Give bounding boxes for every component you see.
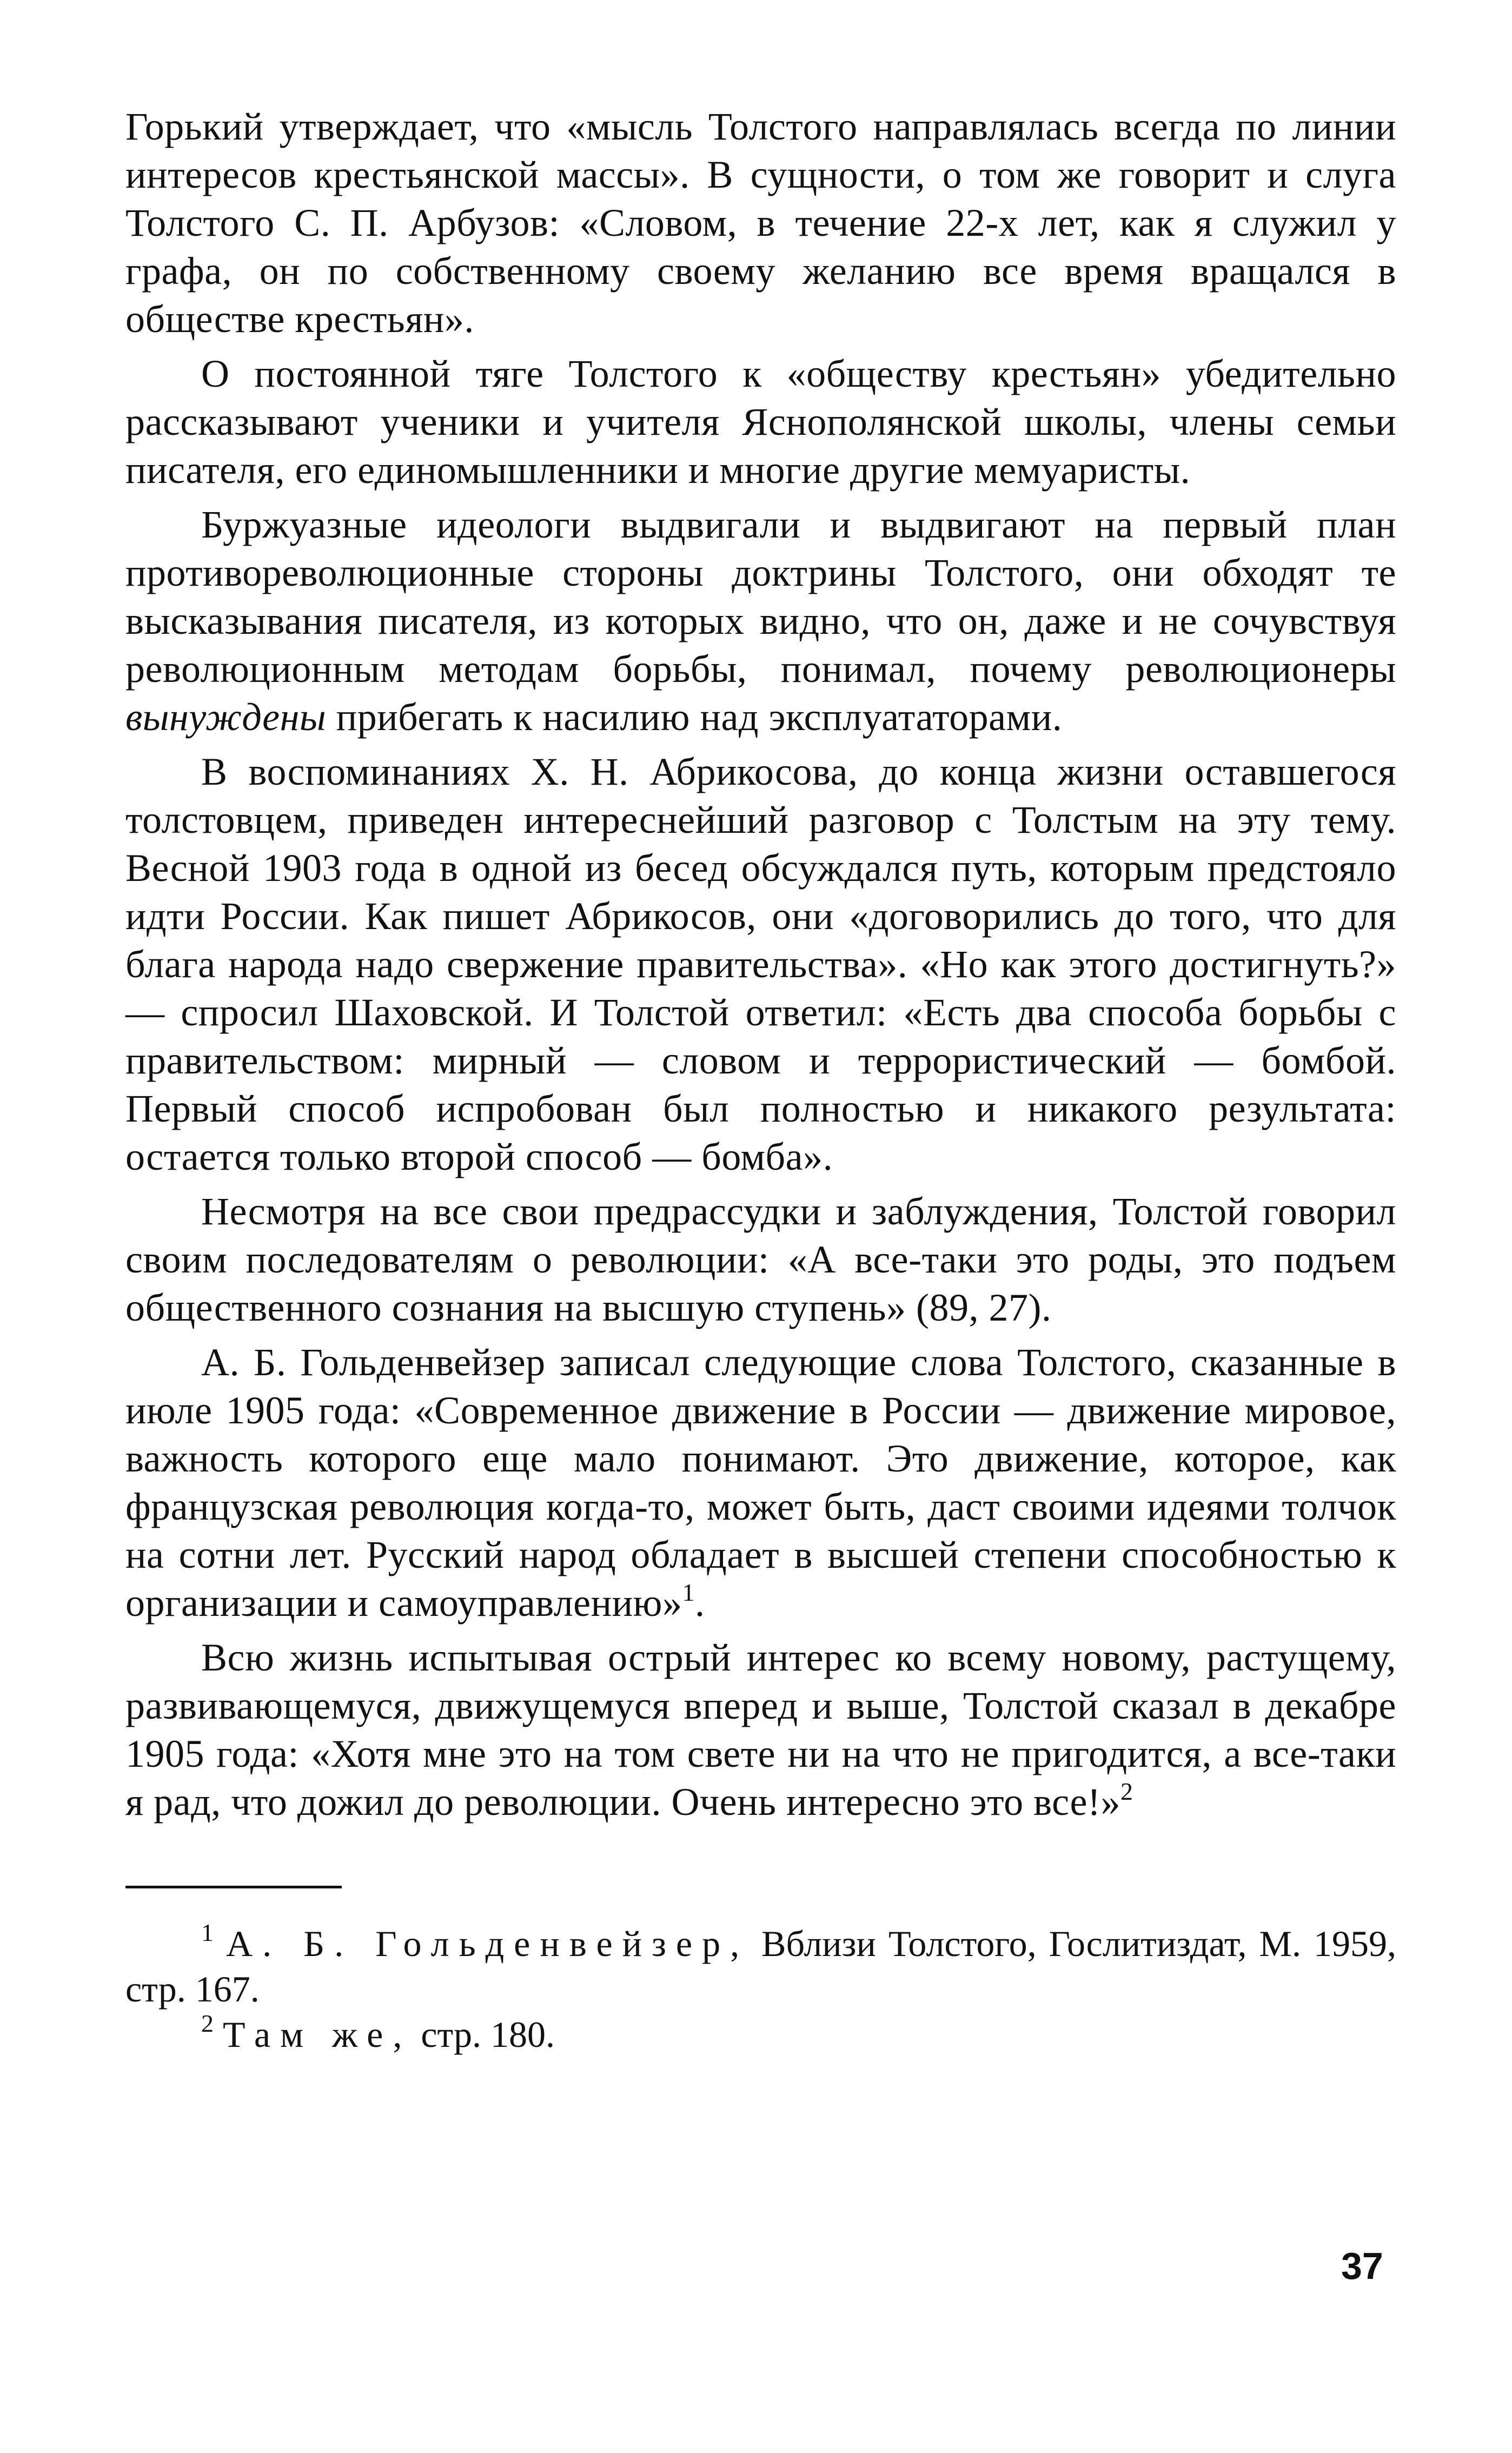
footnote-2-ibid: Там же,: [223, 2014, 412, 2055]
footnote-1-source: Вблизи Толстого, Гослитиздат, М. 1959, стр. 167.: [125, 1923, 1396, 2010]
footnote-1: [125, 1921, 1396, 2012]
paragraph-6-tail: .: [694, 1581, 705, 1625]
footnote-divider: [125, 1886, 342, 1888]
paragraph-2: [125, 350, 1396, 494]
footnote-1-mark: 1: [201, 1919, 214, 1946]
paragraph-6: [125, 1338, 1396, 1627]
paragraph-7: [125, 1634, 1396, 1826]
paragraph-3: [125, 501, 1396, 741]
page-body: [125, 103, 1396, 2057]
paragraph-5-text: Несмотря на все свои предрассудки и заблуждения, Толстой говорил своим последователям о революции: «А все-таки это роды, это подъем общественного сознания на высшую ступень» (89, 27).: [125, 1190, 1396, 1329]
page-number: 37: [1341, 2245, 1383, 2287]
paragraph-3-emphasis: вынуждены: [125, 695, 327, 739]
paragraph-5: [125, 1188, 1396, 1332]
footnote-2-mark: 2: [201, 2010, 214, 2037]
footnote-ref-1[interactable]: 1: [682, 1579, 695, 1606]
paragraph-6-text: А. Б. Гольденвейзер записал следующие слова Толстого, сказанные в июле 1905 года: «Современное движение в России — движение мировое, важность которого еще мало понимают. Это движение, которое, как французская революция когда-то, может быть, даст своими идеями толчок на сотни лет. Русский народ обладает в высшей степени способностью к организации и самоуправлению»: [125, 1341, 1396, 1625]
paragraph-1-text: Горький утверждает, что «мысль Толстого направлялась всегда по линии интересов крестьянской массы». В сущности, о том же говорит и слуга Толстого С. П. Арбузов: «Словом, в течение 22-х лет, как я служил у графа, он по собственному своему желанию все время вращался в обществе крестьян».: [125, 105, 1396, 341]
paragraph-4: [125, 748, 1396, 1181]
paragraph-1: [125, 103, 1396, 343]
paragraph-3-text-after: прибегать к насилию над эксплуататорами.: [326, 695, 1063, 739]
paragraph-4-text: В воспоминаниях Х. Н. Абрикосова, до конца жизни оставшегося толстовцем, приведен интереснейший разговор с Толстым на эту тему. Весной 1903 года в одной из бесед обсуждался путь, которым предстояло идти России. Как пишет Абрикосов, они «договорились до того, что для блага народа надо свержение правительства». «Но как этого достигнуть?» — спросил Шаховской. И Толстой ответил: «Есть два способа борьбы с правительством: мирный — словом и террористический — бомбой. Первый способ испробован был полностью и никакого результата: остается только второй способ — бомба».: [125, 750, 1396, 1178]
footnote-2: [125, 2012, 1396, 2057]
paragraph-2-text: О постоянной тяге Толстого к «обществу крестьян» убедительно рассказывают ученики и учителя Яснополянской школы, члены семьи писателя, его единомышленники и многие другие мемуаристы.: [125, 352, 1396, 492]
paragraph-7-text: Всю жизнь испытывая острый интерес ко всему новому, растущему, развивающемуся, движущемуся вперед и выше, Толстой сказал в декабре 1905 года: «Хотя мне это на том свете ни на что не пригодится, а все-таки я рад, что дожил до революции. Очень интересно это все!»: [125, 1636, 1396, 1824]
paragraph-3-text-before: Буржуазные идеологи выдвигали и выдвигают на первый план противореволюционные стороны доктрины Толстого, они обходят те высказывания писателя, из которых видно, что он, даже и не сочувствуя революционным методам борьбы, понимал, почему революционеры: [125, 503, 1396, 691]
footnote-1-author: А. Б. Гольденвейзер,: [226, 1923, 750, 1964]
footnote-2-source: стр. 180.: [412, 2014, 555, 2055]
footnote-ref-2[interactable]: 2: [1120, 1778, 1133, 1805]
